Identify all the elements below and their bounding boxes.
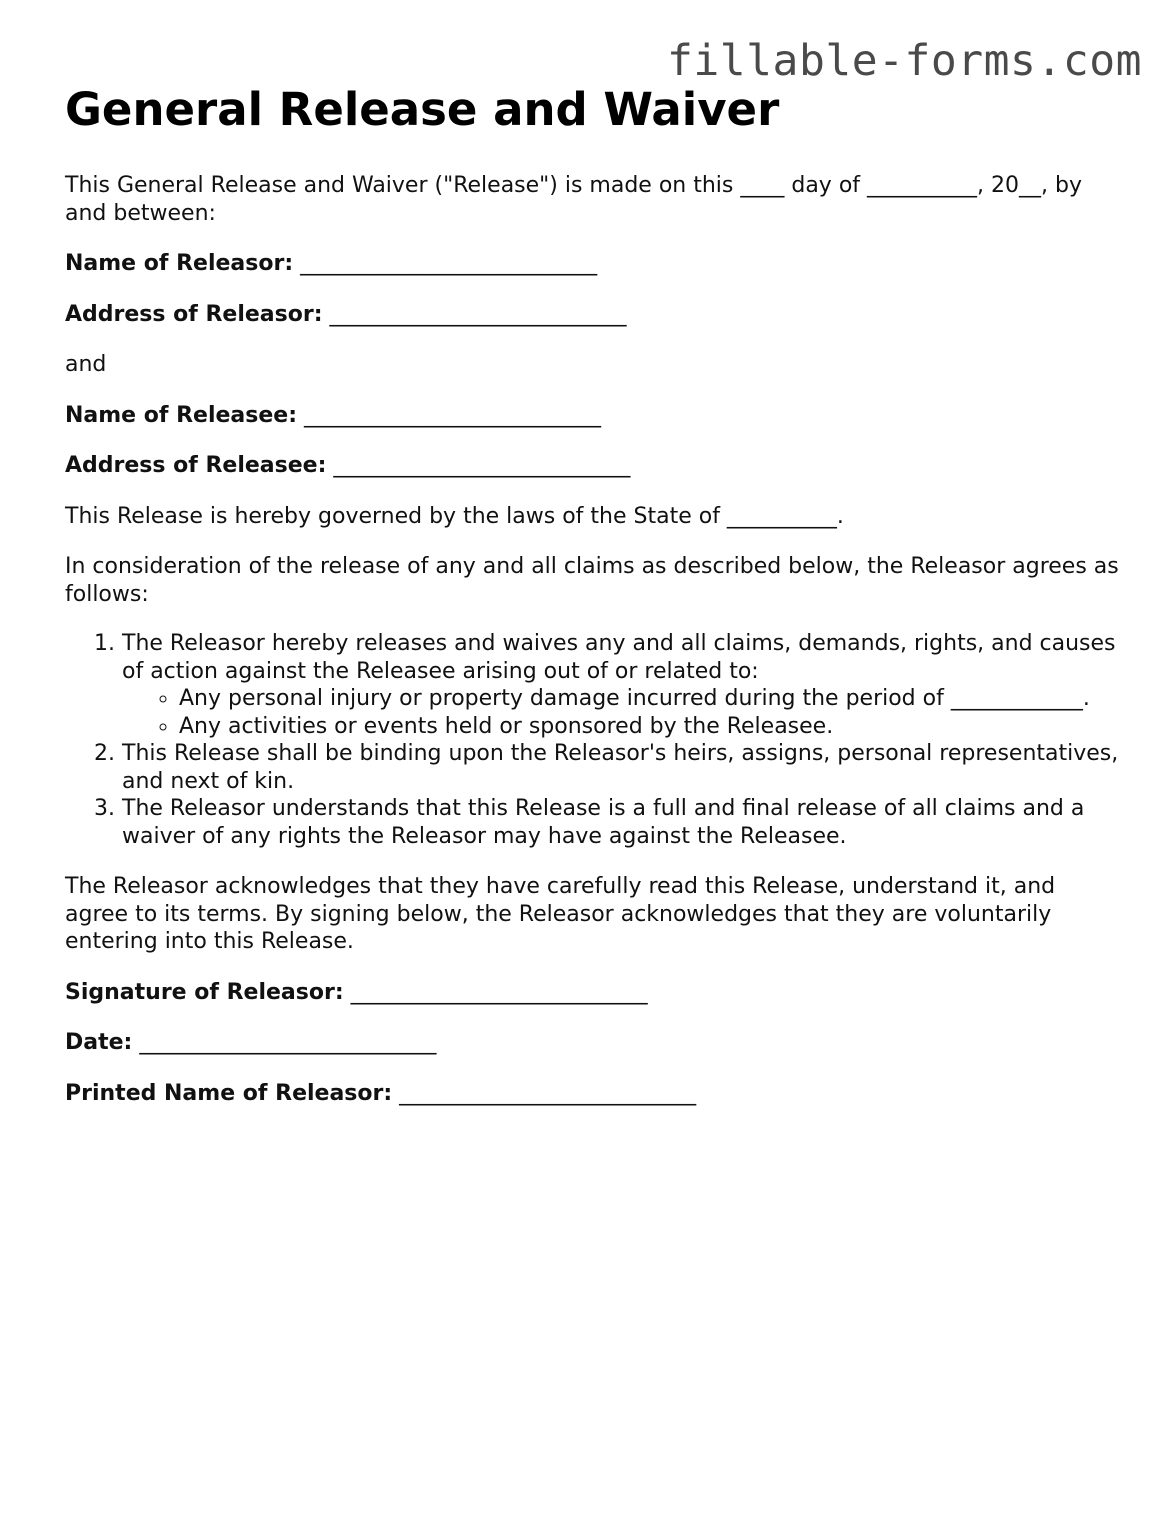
releasor-name-field <box>65 250 1120 278</box>
term-text: The Releasor hereby releases and waives any and all claims, demands, rights, and causes of action against the Releasee arising out of or related to: <box>122 631 1116 684</box>
governing-law-paragraph: This Release is hereby governed by the laws of the State of __________. <box>65 503 844 529</box>
term-subitem: ◦ Any activities or events held or sponsored by the Releasee. <box>179 713 1120 741</box>
date-label: Date: <box>65 1030 133 1055</box>
consideration-paragraph: In consideration of the release of any and all claims as described below, the Releasor agrees as follows: <box>65 554 1119 607</box>
terms-list <box>65 630 1120 850</box>
acknowledgment-paragraph: The Releasor acknowledges that they have carefully read this Release, understand it, and agree to its terms. By signing below, the Releasor acknowledges that they are voluntarily entering into this Release. <box>65 874 1056 954</box>
and-text: and <box>65 352 107 377</box>
releasor-address-field <box>65 301 1120 329</box>
releasee-name-label: Name of Releasee: <box>65 402 298 428</box>
date-field <box>65 1029 1120 1057</box>
signature-blank[interactable]: ___________________________ <box>350 979 648 1005</box>
signature-field <box>65 979 1120 1007</box>
term-item <box>122 630 1120 740</box>
intro-paragraph: This General Release and Waiver ("Release") is made on this ____ day of __________, 20__, by and between: <box>65 173 1082 226</box>
signature-block <box>65 979 1120 1108</box>
releasor-address-blank[interactable]: ___________________________ <box>329 301 627 327</box>
releasee-address-blank[interactable]: ___________________________ <box>333 453 631 478</box>
term-sublist <box>122 685 1120 740</box>
releasee-address-label: Address of Releasee: <box>65 453 327 478</box>
releasee-address-field <box>65 452 1120 480</box>
document-title: General Release and Waiver <box>65 83 780 136</box>
releasee-name-blank[interactable]: ___________________________ <box>304 402 602 428</box>
document-page <box>65 80 1120 1107</box>
releasor-address-label: Address of Releasor: <box>65 301 323 327</box>
releasor-name-label: Name of Releasor: <box>65 251 294 276</box>
date-blank[interactable]: ___________________________ <box>139 1030 437 1055</box>
printed-name-label: Printed Name of Releasor: <box>65 1080 393 1106</box>
term-text: This Release shall be binding upon the Releasor's heirs, assigns, personal representatives, and next of kin. <box>122 741 1119 794</box>
signature-label: Signature of Releasor: <box>65 979 344 1005</box>
term-item <box>122 795 1120 850</box>
watermark-logo: fillable-forms.com <box>667 36 1142 86</box>
term-item <box>122 740 1120 795</box>
releasor-name-blank[interactable]: ___________________________ <box>300 251 598 276</box>
term-text: The Releasor understands that this Release is a full and final release of all claims and a waiver of any rights the Releasor may have against the Releasee. <box>122 796 1085 849</box>
releasee-name-field <box>65 402 1120 430</box>
term-subitem: ◦ Any personal injury or property damage incurred during the period of ____________. <box>179 685 1120 713</box>
printed-name-field <box>65 1080 1120 1108</box>
printed-name-blank[interactable]: ___________________________ <box>399 1080 697 1106</box>
